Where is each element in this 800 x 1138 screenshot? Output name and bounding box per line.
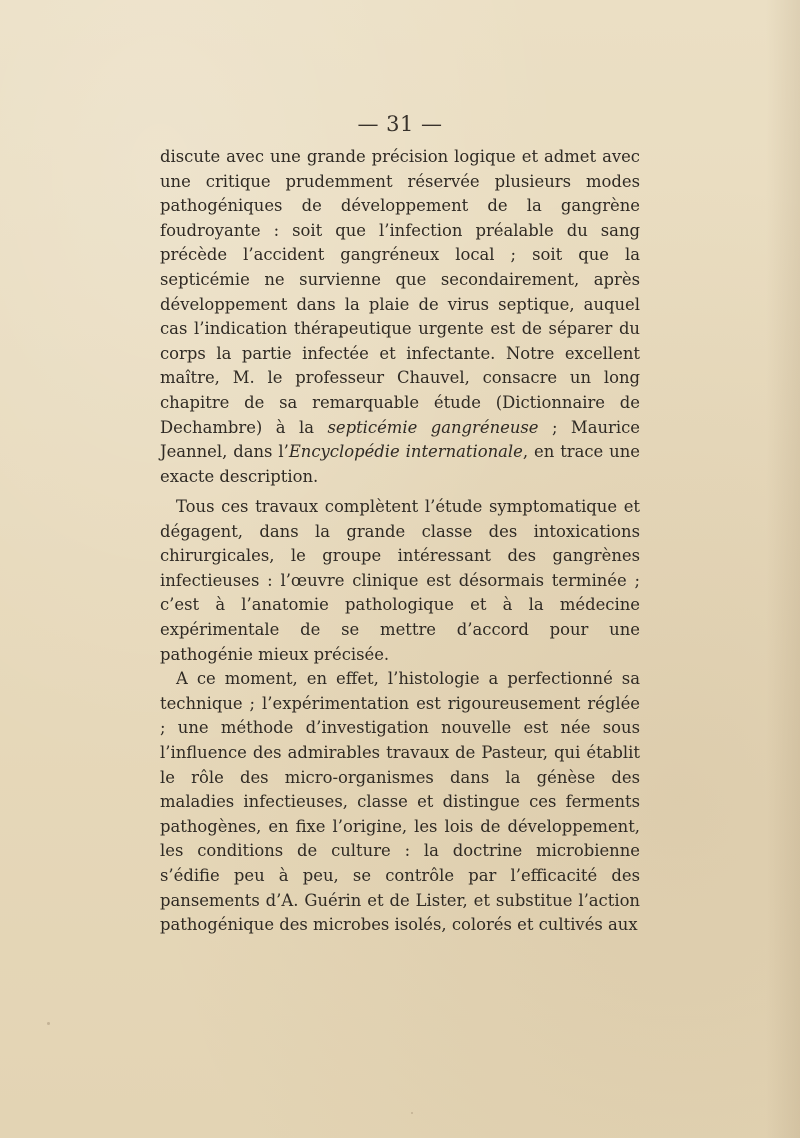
paragraph-text: discute avec une grande précision logique et admet avec une critique prudemment réservée plusieurs modes pathogéniques de développement de la gangrène foudroyante : soit que l’infection préalable du sang précède l’accident gangréneux local ; soit que la septicémie ne survienne que secondairement, après développement dans la plaie de virus septique, auquel cas l’indication thérapeutique urgente est de séparer du corps la partie infectée et infectante. Notre excellent maître, M. le professeur Chauvel, consacre un long chapitre de sa remarquable étude (Dictionnaire de Dechambre) à la (160, 147, 640, 437)
paragraph: A ce moment, en effet, l’histologie a perfectionné sa technique ; l’expérimentation est rigoureusement réglée ; une méthode d’investigation nouvelle est née sous l’influence des admirables travaux de Pasteur, qui établit le rôle des micro-organismes dans la génèse des maladies infectieuses, classe et distingue ces ferments pathogènes, en fixe l’origine, les lois de développement, les conditions de culture : la doctrine microbienne s’édifie peu à peu, se contrôle par l’efficacité des pansements d’A. Guérin et de Lister, et substitue l’action pathogénique des microbes isolés, colorés et cultivés aux (160, 669, 640, 935)
paper-speck (411, 1112, 413, 1114)
italic-title: Encyclopédie internationale (288, 442, 523, 462)
paragraph-text: , en trace une exacte description. (160, 442, 640, 486)
page-number: — 31 — (357, 112, 443, 136)
text-block-bottom (160, 495, 640, 938)
italic-term: septicémie gangréneuse (327, 417, 539, 437)
paragraph-text: ; Maurice Jeannel, dans l’ (160, 417, 641, 462)
paper-speck (47, 1022, 50, 1025)
paragraph-continuation (160, 145, 640, 489)
paragraph: Tous ces travaux complètent l’étude symptomatique et dégagent, dans la grande classe des intoxications chirurgicales, le groupe intéressant des gangrènes infectieuses : l’œuvre clinique est désormais terminée ; c’est à l’anatomie pathologique et à la médecine expérimentale de se mettre d’accord pour une pathogénie mieux précisée. (160, 497, 640, 664)
text-block-top (160, 145, 640, 489)
